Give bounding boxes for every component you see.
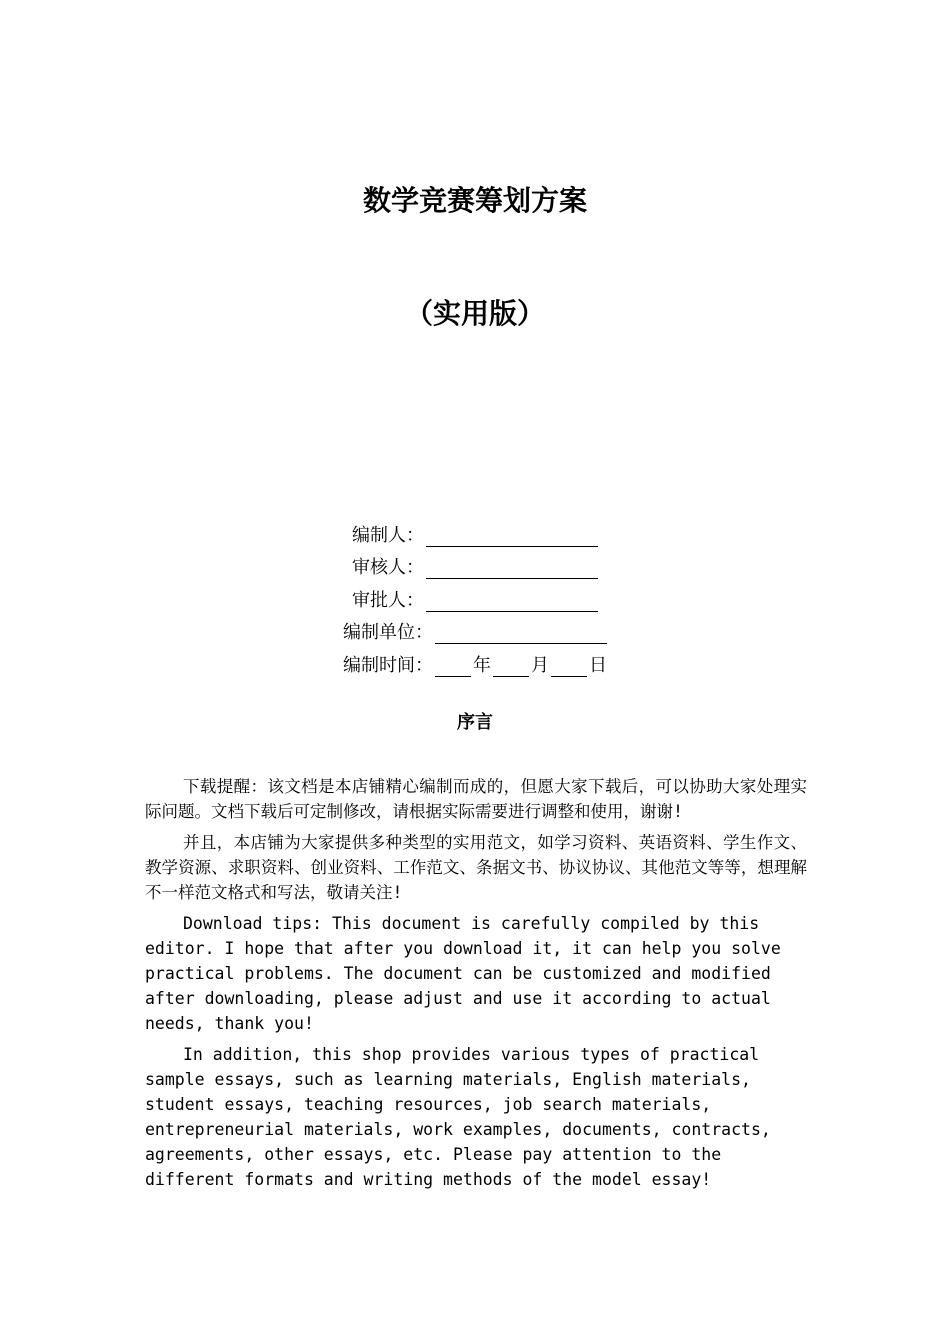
reviewer-label: 审核人： xyxy=(352,557,424,578)
approver-blank xyxy=(426,591,598,612)
compiler-label: 编制人： xyxy=(352,524,424,546)
preface-paragraph-1: 下载提醒：该文档是本店铺精心编制而成的，但愿大家下载后，可以协助大家处理实际问题。文档下载后可定制修改，请根据实际需要进行调整和使用，谢谢! xyxy=(145,777,807,821)
month-unit: 月 xyxy=(531,654,549,676)
preface-body xyxy=(145,774,807,1198)
unit-blank xyxy=(435,623,607,644)
preface-heading: 序言 xyxy=(457,712,493,733)
year-unit: 年 xyxy=(473,654,491,676)
year-blank xyxy=(435,656,471,677)
signoff-row-unit xyxy=(0,612,950,645)
reviewer-blank xyxy=(426,558,598,579)
approver-label: 审批人： xyxy=(352,589,424,611)
document-title: 数学竞赛筹划方案 xyxy=(362,184,587,217)
time-label: 编制时间： xyxy=(343,654,433,676)
unit-label: 编制单位： xyxy=(343,622,433,643)
preface-paragraph-3: Download tips: This document is carefully compiled by this editor. I hope that after you download it, it can help you solve practical problems. The document can be customized and modified after downloading, please adjust and use it according to actual needs, thank you! xyxy=(145,914,781,1033)
preface-paragraph-2: 并且，本店铺为大家提供多种类型的实用范文，如学习资料、英语资料、学生作文、教学资源、求职资料、创业资料、工作范文、条据文书、协议协议、其他范文等等，想理解不一样范文格式和写法，敬请关注! xyxy=(145,833,807,902)
day-blank xyxy=(551,656,587,677)
signoff-block xyxy=(0,514,950,677)
signoff-row-compiler xyxy=(0,514,950,547)
compiler-blank xyxy=(426,526,598,547)
preface-paragraph-4: In addition, this shop provides various types of practical sample essays, such as learning materials, English materials, student essays, teaching resources, job search materials, entrepreneurial materials, work examples, documents, contracts, agreements, other essays, etc. Please pay attention to the different formats and writing methods of the model essay! xyxy=(145,1045,771,1189)
signoff-row-approver xyxy=(0,579,950,612)
month-blank xyxy=(493,656,529,677)
signoff-row-reviewer xyxy=(0,547,950,580)
document-subtitle: （实用版） xyxy=(404,297,545,330)
day-unit: 日 xyxy=(589,654,607,676)
signoff-row-time xyxy=(0,644,950,677)
